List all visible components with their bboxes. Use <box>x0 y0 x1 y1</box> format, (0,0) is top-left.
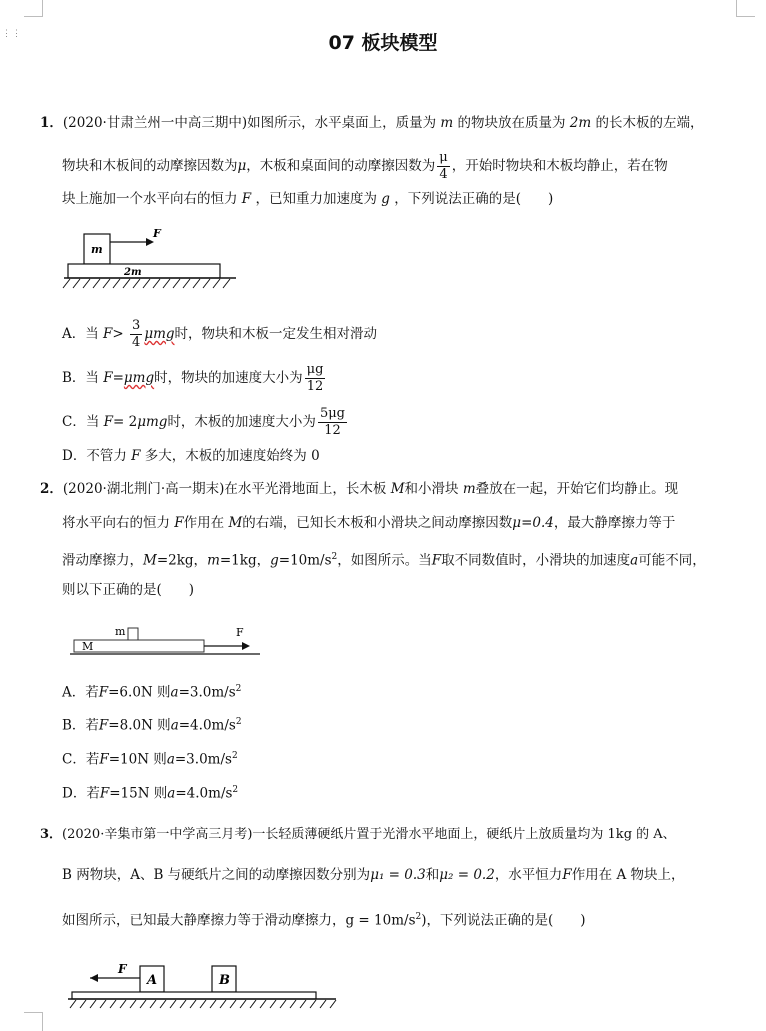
q1-block-label: m <box>91 243 103 256</box>
q3-cardboard <box>72 992 316 999</box>
q1-option-a-fraction: $\frac{3}{4}$ <box>132 318 141 350</box>
drag-handle-icon[interactable]: ⋮⋮ <box>2 29 22 39</box>
q3-diagram <box>64 956 344 1012</box>
crop-mark-top-left <box>24 0 43 17</box>
q2-slider-label: m <box>115 625 126 638</box>
q2-slider-m <box>128 628 138 640</box>
q3-line-3: 如图所示，已知最大静摩擦力等于滑动摩擦力，$g = 10m/s^2$)，下列说法正确的是( ) <box>62 912 586 929</box>
page-title: 07 板块模型 <box>328 32 438 54</box>
q1-force-label: F <box>153 227 161 240</box>
q1-board-label: 2m <box>124 267 142 278</box>
q1-option-a[interactable]: A．当 F> $\frac{3}{4}$ μmg时，物块和木板一定发生相对滑动 <box>62 318 378 350</box>
crop-mark-top-right <box>736 0 755 17</box>
q1-line-2: 物块和木板间的动摩擦因数为μ，木板和桌面间的动摩擦因数为 $\frac{\mu}{4}$ ，开始时物块和木板均静止，若在物 <box>62 150 668 182</box>
q2-option-a[interactable]: A．若F=6.0N 则$a=3.0m/s^2$ <box>62 684 242 701</box>
q1-option-b-fraction: $\frac{\mu g}{12}$ <box>306 362 324 394</box>
q3-block-b-label: B <box>219 973 230 988</box>
q1-diagram <box>60 222 240 292</box>
q1-board-2m <box>68 264 220 278</box>
q3-force-label: F <box>118 962 127 976</box>
q1-line-3: 块上施加一个水平向右的恒力 F ，已知重力加速度为 g ，下列说法正确的是( ) <box>62 191 554 207</box>
q2-option-d[interactable]: D．若F=15N 则$a=4.0m/s^2$ <box>62 785 239 802</box>
q3-line-1: 3．(2020·辛集市第一中学高三月考)一长轻质薄硬纸片置于光滑水平地面上，硬纸片上放质量均为 1kg 的 A、 <box>40 827 676 842</box>
q1-line-1: 1．(2020·甘肃兰州一中高三期中)如图所示，水平桌面上，质量为 m 的物块放在质量为 2m 的长木板的左端， <box>40 115 704 131</box>
q2-line-3: 滑动摩擦力，M=2kg，m=1kg，$g=10m/s^2$，如图所示。当F取不同数值时，小滑块的加速度a可能不同， <box>62 552 706 569</box>
q1-option-d[interactable]: D．不管力 F 多大，木板的加速度始终为 0 <box>62 448 320 464</box>
q2-diagram <box>70 620 266 662</box>
q2-line-2: 将水平向右的恒力 F作用在 M的右端，已知长木板和小滑块之间动摩擦因数μ=0.4，最大静摩擦力等于 <box>62 515 676 531</box>
q1-option-c-fraction: $\frac{5\mu g}{12}$ <box>319 406 345 438</box>
q2-board-M <box>74 640 204 652</box>
q3-ground-hatch <box>70 1000 336 1008</box>
q2-line-1: 2．(2020·湖北荆门·高一期末)在水平光滑地面上，长木板 M和小滑块 m叠放在一起，开始它们均静止。现 <box>40 481 679 497</box>
q2-option-c[interactable]: C．若F=10N 则$a=3.0m/s^2$ <box>62 751 238 768</box>
q1-option-b[interactable]: B．当 F=μmg时，物块的加速度大小为 $\frac{\mu g}{12}$ <box>62 362 324 394</box>
q2-board-label: M <box>82 640 94 653</box>
q2-line-4: 则以下正确的是( ) <box>62 582 195 598</box>
q2-option-b[interactable]: B．若F=8.0N 则$a=4.0m/s^2$ <box>62 717 242 734</box>
q2-force-label: F <box>236 626 244 639</box>
q1-mu-over-4-fraction: $\frac{\mu}{4}$ <box>439 150 448 182</box>
q3-line-2: B 两物块，A、B 与硬纸片之间的动摩擦因数分别为μ₁ = 0.3和μ₂ = 0.2，水平恒力F作用在 A 物块上， <box>62 867 685 883</box>
q3-block-a-label: A <box>147 973 158 988</box>
q1-ground-hatch <box>63 279 230 288</box>
q1-option-c[interactable]: C．当 F= 2μmg时，木板的加速度大小为 $\frac{5\mu g}{12}$ <box>62 406 345 438</box>
crop-mark-bottom-left <box>24 1012 43 1031</box>
